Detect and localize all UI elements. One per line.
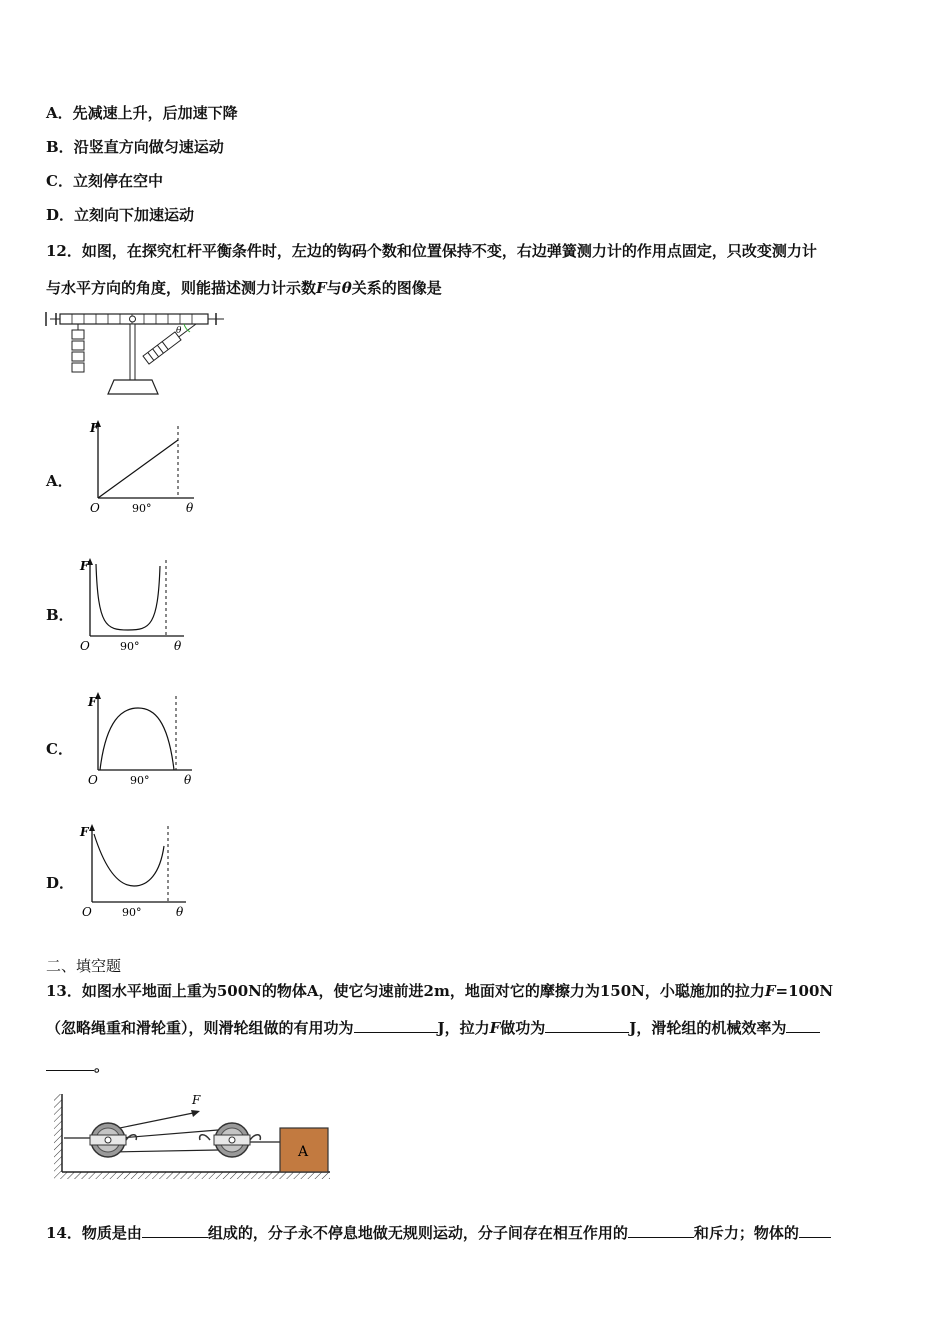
q12-option-a-label: A．	[46, 472, 73, 490]
axis-label-f: F	[90, 421, 99, 435]
block-label-a: A	[298, 1144, 309, 1160]
q13-stem-line1	[46, 980, 833, 1001]
axis-label-f: F	[80, 559, 89, 573]
text: J，拉力	[437, 1019, 490, 1037]
q11-option-b	[46, 136, 224, 157]
var-f: F	[316, 279, 327, 297]
option-text: 立刻向下加速运动	[74, 206, 195, 224]
option-label: A．	[46, 104, 73, 122]
origin-label: O	[88, 773, 98, 787]
option-label: C．	[46, 172, 73, 190]
pulley-figure	[50, 1090, 335, 1182]
force-label-f: F	[192, 1093, 201, 1107]
q14-stem	[46, 1222, 831, 1243]
tick-90: 90°	[122, 906, 142, 919]
origin-label: O	[82, 905, 92, 919]
text: 14．物质是由	[46, 1224, 142, 1242]
tick-90: 90°	[120, 640, 140, 653]
graph-b	[76, 556, 194, 656]
text: 13．如图水平地面上重为500N的物体A，使它匀速前进2m，地面对它的摩擦力为150N，小聪施加的拉力	[46, 982, 765, 1000]
section-title: 二、填空题	[46, 957, 122, 975]
graph-d	[78, 822, 196, 922]
answer-blank-efficiency-cont[interactable]	[46, 1056, 94, 1071]
option-text: 沿竖直方向做匀速运动	[73, 138, 224, 156]
option-label: B．	[46, 138, 74, 156]
q13-stem-line3	[46, 1055, 109, 1076]
axis-label-theta: θ	[174, 639, 182, 653]
text: 与水平方向的角度，则能描述测力计示数	[46, 279, 317, 297]
graph-c	[84, 690, 202, 790]
text: 做功为	[500, 1019, 546, 1037]
axis-label-theta: θ	[184, 773, 192, 787]
var-theta: θ	[341, 279, 352, 297]
tick-90: 90°	[130, 774, 150, 787]
graph-a	[86, 418, 204, 518]
lever-figure	[44, 308, 224, 400]
answer-blank-efficiency[interactable]	[786, 1018, 820, 1033]
q11-option-c	[46, 170, 163, 191]
origin-label: O	[80, 639, 90, 653]
q11-option-a	[46, 102, 238, 123]
axis-label-theta: θ	[186, 501, 194, 515]
text: 。	[94, 1057, 110, 1075]
text: 关系的图像是	[351, 279, 442, 297]
text: J，滑轮组的机械效率为	[629, 1019, 787, 1037]
axis-label-f: F	[88, 695, 97, 709]
tick-90: 90°	[132, 502, 152, 515]
var-f: F	[489, 1019, 501, 1037]
q12-option-c-label: C．	[46, 740, 73, 758]
axis-label-theta: θ	[176, 905, 184, 919]
text: 组成的，分子永不停息地做无规则运动，分子间存在相互作用的	[207, 1224, 628, 1242]
text: 与	[326, 279, 342, 297]
text: 和斥力；物体的	[693, 1224, 799, 1242]
q12-stem-line1: 12．如图，在探究杠杆平衡条件时，左边的钩码个数和位置保持不变，右边弹簧测力计的作用点固定，只改变测力计	[46, 242, 817, 260]
q13-stem-line2	[46, 1017, 820, 1038]
q11-option-d	[46, 204, 194, 225]
svg-text:θ: θ	[176, 326, 182, 336]
answer-blank-attraction[interactable]	[628, 1223, 694, 1238]
answer-blank-total-work[interactable]	[545, 1018, 629, 1033]
axis-label-f: F	[80, 825, 89, 839]
text: （忽略绳重和滑轮重），则滑轮组做的有用功为	[46, 1019, 354, 1037]
option-label: D．	[46, 206, 75, 224]
answer-blank-property[interactable]	[799, 1223, 831, 1238]
q12-stem-line2	[46, 277, 442, 298]
option-text: 立刻停在空中	[72, 172, 163, 190]
text: =100N	[775, 982, 834, 1000]
option-text: 先减速上升，后加速下降	[72, 104, 238, 122]
q12-option-d-label: D．	[46, 874, 75, 892]
origin-label: O	[90, 501, 100, 515]
answer-blank-useful-work[interactable]	[354, 1018, 438, 1033]
var-f: F	[764, 982, 776, 1000]
q12-option-b-label: B．	[46, 606, 74, 624]
answer-blank-molecules[interactable]	[142, 1223, 208, 1238]
